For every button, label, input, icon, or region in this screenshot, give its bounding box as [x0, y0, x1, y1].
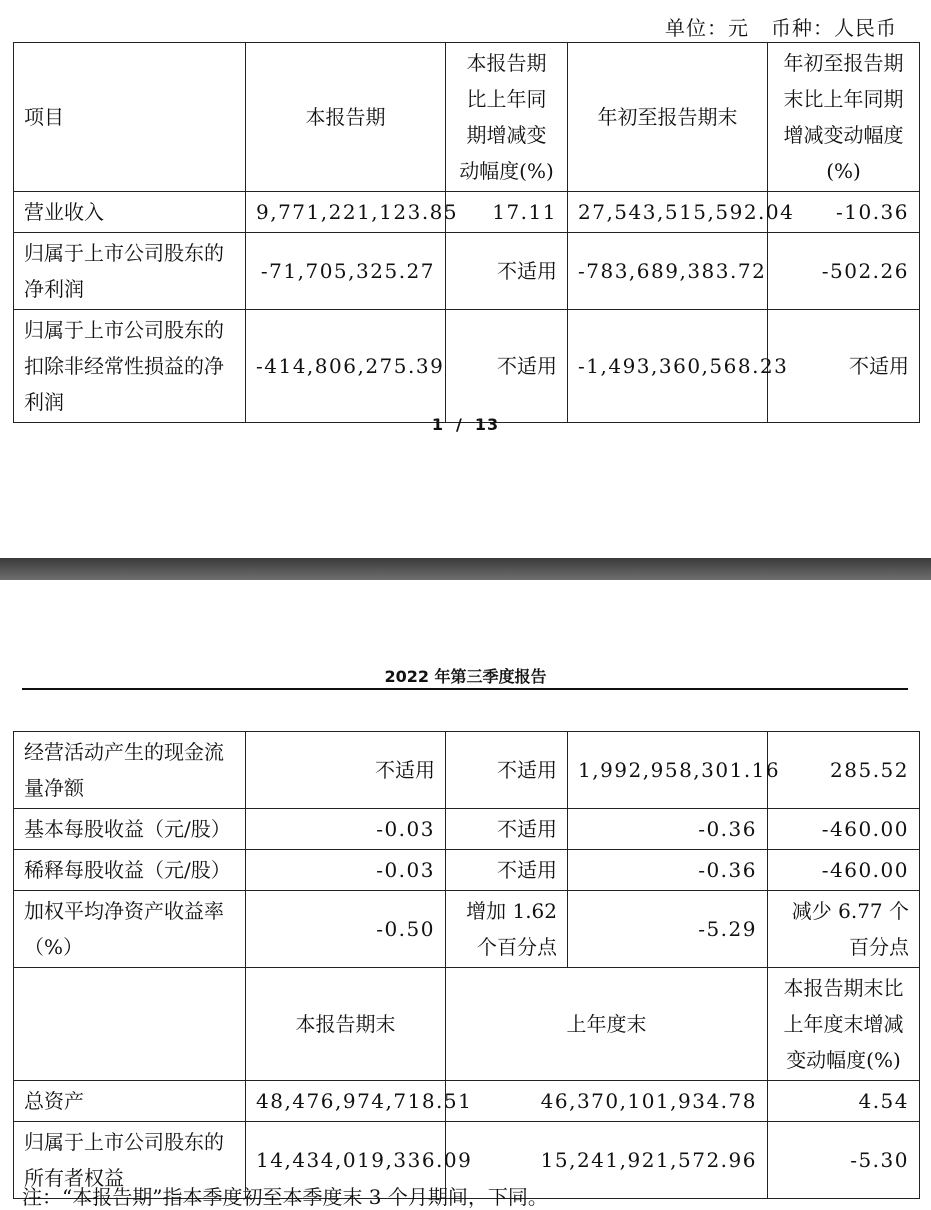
- row-label: 稀释每股收益（元/股）: [14, 850, 246, 891]
- report-title: 2022 年第三季度报告: [384, 667, 547, 686]
- cell-ytd-change: 不适用: [768, 310, 920, 423]
- row-label: 营业收入: [14, 192, 246, 233]
- cell-change: 不适用: [446, 850, 568, 891]
- key-financials-table: [13, 42, 920, 423]
- row-label: 加权平均净资产收益率 （%）: [14, 891, 246, 968]
- header-current-change: 本报告期 比上年同 期增减变 动幅度(%): [446, 43, 568, 192]
- currency-label: 币种：人民币: [771, 16, 897, 40]
- cell-current: -0.50: [246, 891, 446, 968]
- header-balance-change: 本报告期末比 上年度末增减 变动幅度(%): [768, 968, 920, 1081]
- page-total: 13: [474, 415, 500, 434]
- table-header-row: [14, 43, 920, 192]
- row-label: 总资产: [14, 1081, 246, 1122]
- page-number: [0, 415, 931, 434]
- table-row-net-profit-deducted: [14, 310, 920, 423]
- unit-currency-line: [0, 12, 897, 41]
- balance-header-row: [14, 968, 920, 1081]
- cell-change: 不适用: [446, 732, 568, 809]
- blank-header-cell: [14, 968, 246, 1081]
- cell-ytd-change: 285.52: [768, 732, 920, 809]
- header-item: 项目: [14, 43, 246, 192]
- cell-current: -0.03: [246, 850, 446, 891]
- cell-current: -414,806,275.39: [246, 310, 446, 423]
- unit-label: 单位：元: [665, 16, 749, 40]
- table-row-weighted-roe: [14, 891, 920, 968]
- key-financials-table-continued: [13, 731, 920, 1199]
- page-break-divider: [0, 558, 931, 580]
- cell-change: 不适用: [446, 310, 568, 423]
- cell-change: 不适用: [446, 809, 568, 850]
- cell-ytd: -5.29: [568, 891, 768, 968]
- footnote: 注：“本报告期”指本季度初至本季度末 3 个月期间，下同。: [22, 1185, 548, 1209]
- header-period-end: 本报告期末: [246, 968, 446, 1081]
- page-current: 1: [431, 415, 445, 434]
- row-label: 基本每股收益（元/股）: [14, 809, 246, 850]
- cell-current: 不适用: [246, 732, 446, 809]
- cell-ytd: 27,543,515,592.04: [568, 192, 768, 233]
- cell-change: 17.11: [446, 192, 568, 233]
- cell-prior-year-end: 15,241,921,572.96: [446, 1122, 768, 1199]
- table-row-basic-eps: [14, 809, 920, 850]
- cell-ytd: -0.36: [568, 809, 768, 850]
- row-label: 归属于上市公司股东的 净利润: [14, 233, 246, 310]
- cell-ytd-change: -460.00: [768, 850, 920, 891]
- page-separator: /: [456, 415, 463, 434]
- row-label: 经营活动产生的现金流 量净额: [14, 732, 246, 809]
- title-underline: [22, 688, 908, 690]
- table-row-operating-cash-flow: [14, 732, 920, 809]
- cell-balance-change: -5.30: [768, 1122, 920, 1199]
- cell-ytd: -0.36: [568, 850, 768, 891]
- cell-ytd-change: -10.36: [768, 192, 920, 233]
- cell-ytd: -783,689,383.72: [568, 233, 768, 310]
- cell-prior-year-end: 46,370,101,934.78: [446, 1081, 768, 1122]
- cell-period-end: 14,434,019,336.09: [246, 1122, 446, 1199]
- table-row-diluted-eps: [14, 850, 920, 891]
- cell-current: -0.03: [246, 809, 446, 850]
- cell-current: 9,771,221,123.85: [246, 192, 446, 233]
- header-ytd-change: 年初至报告期 末比上年同期 增减变动幅度 (%): [768, 43, 920, 192]
- header-prior-year-end: 上年度末: [446, 968, 768, 1081]
- table-row-net-profit: [14, 233, 920, 310]
- header-ytd: 年初至报告期末: [568, 43, 768, 192]
- cell-ytd: 1,992,958,301.16: [568, 732, 768, 809]
- table-row-revenue: [14, 192, 920, 233]
- cell-ytd-change: -460.00: [768, 809, 920, 850]
- cell-current: -71,705,325.27: [246, 233, 446, 310]
- row-label: 归属于上市公司股东的 扣除非经常性损益的净 利润: [14, 310, 246, 423]
- cell-ytd-change: 减少 6.77 个 百分点: [768, 891, 920, 968]
- table-row-total-assets: [14, 1081, 920, 1122]
- header-current-period: 本报告期: [246, 43, 446, 192]
- cell-change: 增加 1.62 个百分点: [446, 891, 568, 968]
- row-label: 归属于上市公司股东的 所有者权益: [14, 1122, 246, 1199]
- cell-balance-change: 4.54: [768, 1081, 920, 1122]
- cell-ytd: -1,493,360,568.23: [568, 310, 768, 423]
- cell-period-end: 48,476,974,718.51: [246, 1081, 446, 1122]
- cell-ytd-change: -502.26: [768, 233, 920, 310]
- cell-change: 不适用: [446, 233, 568, 310]
